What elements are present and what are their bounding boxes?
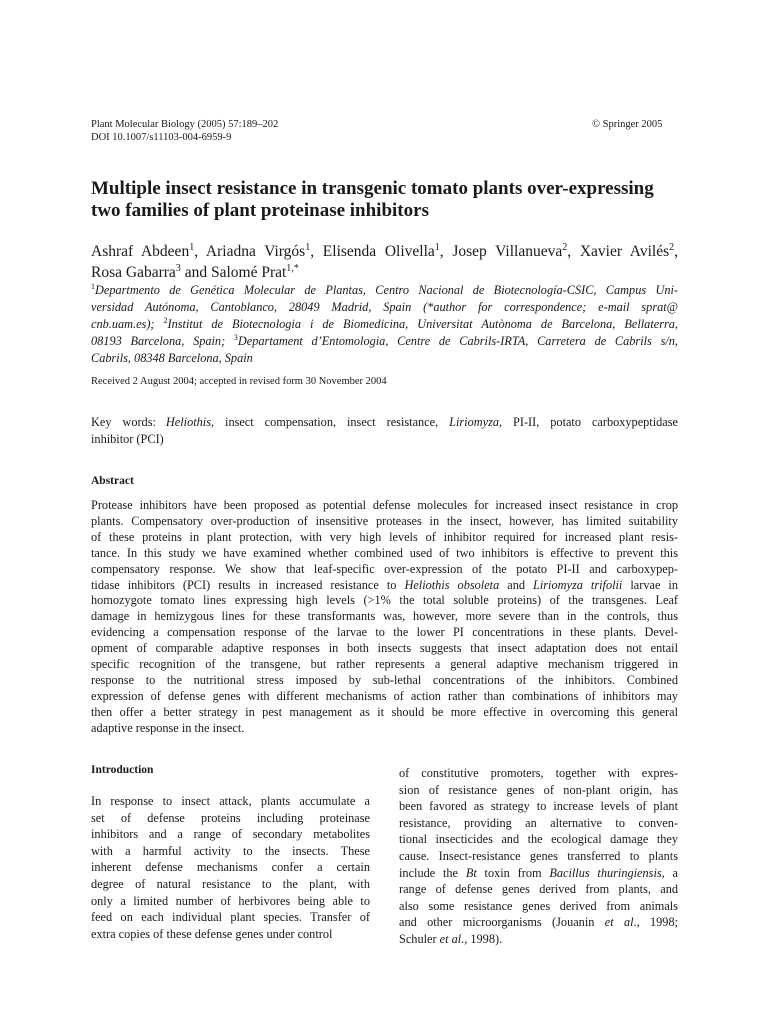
keyword: , insect compensation, insect resistance,: [211, 415, 450, 429]
text-line: [91, 673, 678, 689]
affiliation-mark: 1: [91, 281, 95, 291]
title-line: two families of plant proteinase inhibitors: [91, 200, 429, 221]
keyword: Heliothis: [165, 415, 212, 429]
author-name: Elisenda Olivella: [322, 243, 435, 260]
text-segment: feed on each individual plant species. Transfer of: [91, 910, 370, 925]
text-segment: response to the nutritional stress imposed by sub-lethal concentrations of the inhibitors. Combined: [91, 672, 678, 687]
text-line: [91, 625, 678, 641]
text-line: [91, 514, 678, 530]
text-line: [91, 689, 678, 705]
text-line: [91, 876, 370, 893]
affiliation-mark: 2: [669, 241, 675, 253]
text-line: [91, 859, 370, 876]
affiliation-text: Institut de Biotecnologia i de Biomedicina, Universitat Autònoma de Barcelona, Bellaterra,: [167, 317, 678, 331]
affiliation-line: [91, 333, 678, 350]
text-segment: ., 1998).: [461, 931, 503, 946]
author-list: [91, 241, 678, 283]
corresponding-author-mark: *: [293, 262, 299, 274]
text-line: [399, 765, 678, 782]
text-segment: adaptive response in the insect.: [91, 720, 245, 735]
text-segment: set of defense proteins including proteinase: [91, 810, 370, 825]
text-segment: sion of resistance genes of non-plant origin, has: [399, 782, 678, 797]
italic-term: Bacillus thuringiensis: [549, 865, 662, 880]
author-separator: ,: [310, 243, 323, 260]
text-line: [91, 721, 678, 737]
italic-term: et al: [604, 915, 634, 930]
text-segment: and other microorganisms (Jouanin: [399, 915, 605, 930]
author-separator: and: [180, 264, 211, 281]
author-name: Salomé Prat: [210, 264, 287, 281]
author-name: Rosa Gabarra: [91, 264, 176, 281]
text-segment: cause. Insect-resistance genes transferred to plants: [399, 848, 678, 863]
text-segment: resistance, providing an alternative to conven-: [399, 815, 678, 830]
affiliation-mark: 2: [163, 315, 168, 325]
affiliation-line: [91, 282, 678, 299]
affiliation-mark: 1: [434, 241, 440, 253]
text-segment: of these proteins in plant protection, with very high levels of inhibitor required for increased plant resis-: [91, 529, 678, 544]
introduction-right-column: [399, 765, 678, 948]
text-line: [399, 898, 678, 915]
text-segment: also some resistance genes derived from animals: [399, 898, 678, 913]
text-segment: evidencing a compensation response of the larvae to the lower PI concentrations in these plants. Devel-: [91, 625, 678, 640]
text-segment: tance. In this study we have examined whether combined used of two inhibitors is effective to prevent this: [91, 545, 678, 560]
text-line: [399, 865, 678, 882]
title-line: Multiple insect resistance in transgenic tomato plants over-expressing: [91, 178, 654, 199]
affiliation-text: Departament d’Entomologia, Centre de Cabrils-IRTA, Carretera de Cabrils s/n,: [237, 334, 678, 348]
journal-line: Plant Molecular Biology (2005) 57:189–202: [91, 119, 279, 130]
text-line: [399, 931, 678, 948]
text-segment: extra copies of these defense genes under control: [91, 926, 333, 941]
affiliation-mark: 1: [305, 241, 311, 253]
text-line: [91, 530, 678, 546]
text-segment: larvae in: [622, 577, 678, 592]
text-segment: opment of comparable adaptive responses in both insects suggests that insect adaptation does not entail: [91, 641, 678, 656]
author-line: [91, 262, 678, 283]
copyright-notice: © Springer 2005: [592, 119, 663, 130]
text-line: [91, 498, 678, 514]
paper-title: [91, 178, 654, 222]
affiliation-mark: [286, 263, 299, 274]
text-line: [399, 881, 678, 898]
affiliation-text: Cabrils, 08348 Barcelona, Spain: [91, 351, 253, 365]
text-line: [91, 641, 678, 657]
introduction-heading: Introduction: [91, 764, 154, 776]
text-segment: Protease inhibitors have been proposed as potential defense molecules for increased insect resistance in crop: [91, 498, 678, 512]
text-segment: include the: [399, 865, 466, 880]
italic-term: et al: [439, 931, 462, 946]
keyword: PI-II, potato carboxypeptidase: [502, 415, 678, 429]
text-segment: Schuler: [399, 931, 440, 946]
text-line: [399, 798, 678, 815]
keyword: Liriomyza,: [449, 415, 503, 429]
text-line: [399, 815, 678, 832]
text-segment: damage in hemizygous lines for these transformants was, however, more severe than in the controls, thus: [91, 609, 678, 624]
text-segment: tional insecticides and the ecological damage they: [399, 832, 678, 847]
text-segment: plants. Compensatory over-production of insensitive proteases in the insect, however, has limited suitability: [91, 513, 678, 528]
keywords-line: [91, 414, 678, 431]
text-line: [91, 593, 678, 609]
text-segment: homozygote tomato lines expressing high levels (>1% the total soluble proteins) of the transgenes. Leaf: [91, 593, 678, 608]
text-segment: been favored as strategy to increase levels of plant: [399, 799, 678, 814]
text-segment: only a limited number of herbivores being able to: [91, 893, 370, 908]
affiliation-mark: 2: [562, 241, 568, 253]
text-line: [91, 609, 678, 625]
text-segment: and: [499, 577, 534, 592]
text-line: [91, 705, 678, 721]
affiliation-mark: 3: [175, 262, 181, 274]
doi-line: DOI 10.1007/s11103-004-6959-9: [91, 132, 232, 143]
text-segment: tidase inhibitors (PCI) results in increased resistance to: [91, 577, 405, 592]
received-dates: Received 2 August 2004; accepted in revised form 30 November 2004: [91, 376, 387, 387]
author-separator: ,: [439, 243, 453, 260]
author-name: Josep Villanueva: [452, 243, 563, 260]
abstract-heading: Abstract: [91, 475, 134, 487]
text-line: [91, 810, 370, 827]
text-segment: compensatory response. We show that leaf-specific over-expression of the potato PI-II and carboxypep-: [91, 561, 678, 576]
author-line: [91, 241, 678, 262]
author-name: Ariadna Virgós: [205, 243, 306, 260]
text-line: [91, 657, 678, 673]
text-segment: specific recognition of the transgene, but rather represents a general adaptive mechanism triggered in: [91, 657, 678, 672]
text-line: [91, 826, 370, 843]
keywords-label: Key words:: [91, 415, 156, 429]
text-line: [91, 843, 370, 860]
italic-term: Heliothis obsoleta: [404, 577, 500, 592]
author-separator: ,: [194, 243, 206, 260]
text-line: [91, 562, 678, 578]
affiliation-line: [91, 299, 678, 316]
affiliation-mark: 3: [233, 332, 238, 342]
affiliation-text: 08193 Barcelona, Spain;: [91, 334, 234, 348]
text-line: [399, 914, 678, 931]
text-line: [399, 782, 678, 799]
text-line: [91, 578, 678, 594]
author-name: Ashraf Abdeen: [91, 243, 190, 260]
text-line: [91, 793, 370, 810]
italic-term: Bt: [465, 865, 477, 880]
introduction-left-column: [91, 793, 370, 942]
author-separator: ,: [567, 243, 580, 260]
text-line: [91, 909, 370, 926]
journal-citation: [91, 118, 278, 144]
text-segment: In response to insect attack, plants accumulate a: [91, 794, 370, 808]
affiliations: [91, 282, 678, 367]
author-name: Xavier Avilés: [579, 243, 670, 260]
affiliation-line: [91, 350, 678, 367]
affiliation-mark: 1: [189, 241, 195, 253]
text-segment: with a harmful activity to the insects. These: [91, 843, 370, 858]
keywords: [91, 414, 678, 448]
text-segment: degree of natural resistance to the plant, with: [91, 876, 370, 891]
text-segment: of constitutive promoters, together with expres-: [399, 766, 678, 780]
text-line: [91, 546, 678, 562]
text-line: [399, 848, 678, 865]
text-segment: inherent defense mechanisms confer a certain: [91, 860, 370, 875]
author-separator: ,: [674, 243, 679, 260]
keywords-line: inhibitor (PCI): [91, 432, 164, 446]
affiliation-number: 1,: [286, 262, 294, 274]
text-segment: range of defense genes derived from plants, and: [399, 882, 678, 897]
text-segment: ., 1998;: [633, 915, 679, 930]
text-line: [91, 893, 370, 910]
text-segment: then offer a better strategy in pest management as it should be more effective in overcoming this general: [91, 704, 678, 719]
affiliation-text: cnb.uam.es);: [91, 317, 164, 331]
affiliation-line: [91, 316, 678, 333]
text-line: [91, 926, 370, 943]
abstract-body: [91, 498, 678, 737]
text-segment: , a: [661, 865, 678, 880]
affiliation-text: versidad Autónoma, Cantoblanco, 28049 Madrid, Spain (*author for correspondence; e-mail sprat@: [91, 300, 678, 314]
text-line: [399, 831, 678, 848]
text-segment: toxin from: [476, 865, 550, 880]
text-segment: inhibitors and a range of secondary metabolites: [91, 827, 370, 842]
text-segment: expression of defense genes with different mechanisms of action rather than combinations of inhibitors may: [91, 688, 678, 703]
italic-term: Liriomyza trifolii: [533, 577, 623, 592]
affiliation-text: Departmento de Genética Molecular de Plantas, Centro Nacional de Biotecnología-CSIC, Campus Uni-: [95, 283, 678, 297]
